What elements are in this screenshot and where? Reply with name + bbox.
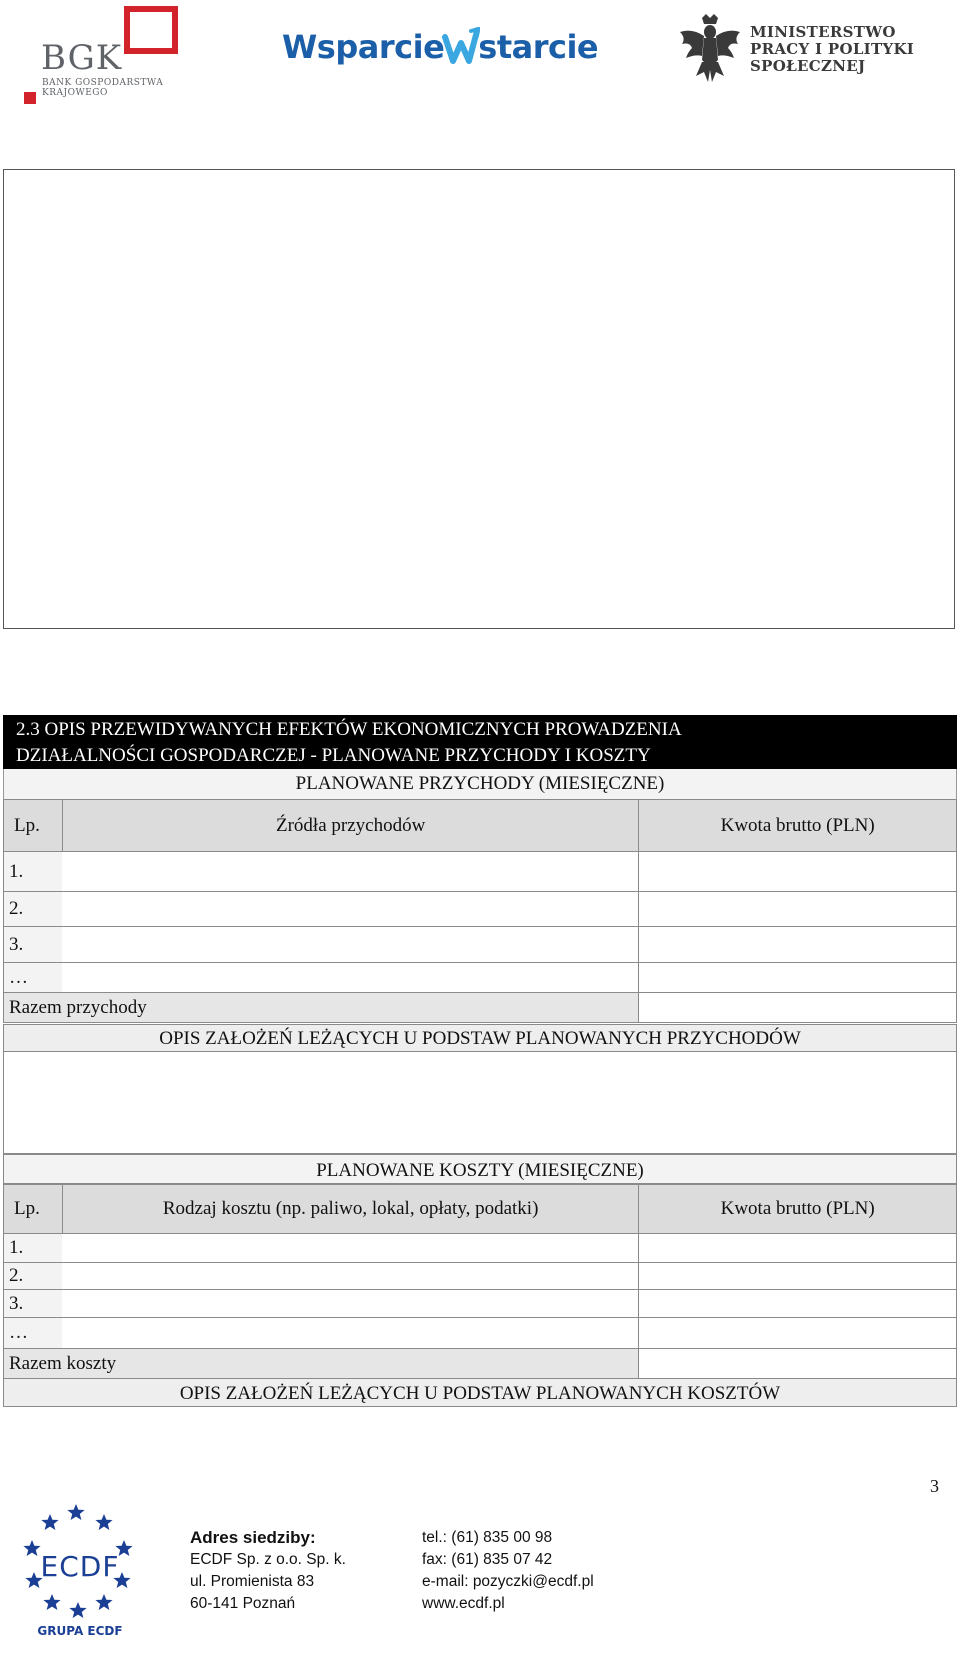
cost-table xyxy=(3,1184,957,1379)
revenue-description-box[interactable] xyxy=(3,1052,957,1154)
contact-email[interactable]: e-mail: pozyczki@ecdf.pl xyxy=(422,1573,594,1590)
cost-total-label: Razem koszty xyxy=(4,1349,639,1379)
table-row xyxy=(4,927,957,963)
ministry-line: MINISTERSTWO xyxy=(750,23,896,41)
wws-w-arrow-icon xyxy=(442,27,480,67)
contact-website[interactable]: www.ecdf.pl xyxy=(422,1595,505,1612)
cost-amount-cell[interactable] xyxy=(639,1318,957,1349)
cost-total-row xyxy=(4,1349,957,1379)
revenue-total-amount-cell[interactable] xyxy=(639,993,957,1023)
revenue-description-caption: OPIS ZAŁOŻEŃ LEŻĄCYCH U PODSTAW PLANOWANYCH PRZYCHODÓW xyxy=(3,1024,957,1052)
cost-header-row xyxy=(4,1185,957,1234)
table-row xyxy=(4,963,957,993)
cost-row-number: 1. xyxy=(4,1234,63,1263)
cost-header-amount: Kwota brutto (PLN) xyxy=(639,1185,957,1234)
bgk-logo-subtitle xyxy=(42,78,192,98)
bgk-logo-name: BGK xyxy=(41,38,123,78)
revenue-total-label: Razem przychody xyxy=(4,993,639,1023)
cost-type-cell[interactable] xyxy=(62,1318,638,1349)
wws-logo-right: starcie xyxy=(478,28,599,66)
revenue-row-number: … xyxy=(4,963,63,993)
revenue-amount-cell[interactable] xyxy=(639,892,957,927)
cost-amount-cell[interactable] xyxy=(639,1290,957,1318)
revenue-amount-cell[interactable] xyxy=(639,963,957,993)
ecdf-logo-name: ECDF xyxy=(40,1550,120,1583)
table-row xyxy=(4,852,957,892)
revenue-table xyxy=(3,799,957,1023)
cost-table-caption: PLANOWANE KOSZTY (MIESIĘCZNE) xyxy=(3,1154,957,1184)
revenue-amount-cell[interactable] xyxy=(639,852,957,892)
revenue-source-cell[interactable] xyxy=(62,927,638,963)
ministry-line: SPOŁECZNEJ xyxy=(750,57,866,75)
table-row xyxy=(4,1290,957,1318)
address-line: ECDF Sp. z o.o. Sp. k. xyxy=(190,1551,346,1568)
ministry-line: PRACY I POLITYKI xyxy=(750,40,915,58)
revenue-row-number: 1. xyxy=(4,852,63,892)
cost-type-cell[interactable] xyxy=(62,1234,638,1263)
revenue-row-number: 3. xyxy=(4,927,63,963)
revenue-amount-cell[interactable] xyxy=(639,927,957,963)
bgk-logo-square xyxy=(124,6,188,62)
revenue-table-caption: PLANOWANE PRZYCHODY (MIESIĘCZNE) xyxy=(3,769,957,799)
section-title-line: DZIAŁALNOŚCI GOSPODARCZEJ - PLANOWANE PRZYCHODY I KOSZTY xyxy=(16,745,651,766)
polish-eagle-icon xyxy=(678,14,742,84)
footer-contact xyxy=(422,1527,594,1615)
bgk-logo xyxy=(24,6,174,106)
ministry-logo-text xyxy=(750,24,940,75)
address-line: 60-141 Poznań xyxy=(190,1595,296,1612)
bgk-logo-subtitle-line: KRAJOWEGO xyxy=(42,88,108,98)
ecdf-logo xyxy=(20,1500,140,1640)
table-row xyxy=(4,1318,957,1349)
ecdf-logo-group: GRUPA ECDF xyxy=(37,1624,123,1638)
page-number: 3 xyxy=(930,1476,939,1496)
table-row xyxy=(4,1263,957,1290)
revenue-source-cell[interactable] xyxy=(62,892,638,927)
address-line: ul. Promienista 83 xyxy=(190,1573,315,1590)
address-title: Adres siedziby: xyxy=(190,1528,316,1547)
footer-address xyxy=(190,1527,346,1615)
contact-phone: tel.: (61) 835 00 98 xyxy=(422,1529,553,1546)
section-title-2-3 xyxy=(3,715,957,769)
section-title-line: 2.3 OPIS PRZEWIDYWANYCH EFEKTÓW EKONOMICZNYCH PROWADZENIA xyxy=(16,719,682,740)
revenue-total-row xyxy=(4,993,957,1023)
cost-description-caption: OPIS ZAŁOŻEŃ LEŻĄCYCH U PODSTAW PLANOWANYCH KOSZTÓW xyxy=(3,1378,957,1407)
cost-row-number: 2. xyxy=(4,1263,63,1290)
revenue-source-cell[interactable] xyxy=(62,963,638,993)
cost-type-cell[interactable] xyxy=(62,1263,638,1290)
contact-fax: fax: (61) 835 07 42 xyxy=(422,1551,553,1568)
revenue-source-cell[interactable] xyxy=(62,852,638,892)
revenue-header-amount: Kwota brutto (PLN) xyxy=(639,800,957,852)
revenue-header-source: Źródła przychodów xyxy=(62,800,638,852)
bgk-logo-mark xyxy=(24,92,36,104)
cost-total-amount-cell[interactable] xyxy=(639,1349,957,1379)
bgk-logo-subtitle-line: BANK GOSPODARSTWA xyxy=(42,78,164,88)
revenue-header-row xyxy=(4,800,957,852)
cost-type-cell[interactable] xyxy=(62,1290,638,1318)
cost-row-number: 3. xyxy=(4,1290,63,1318)
table-row xyxy=(4,892,957,927)
cost-header-type: Rodzaj kosztu (np. paliwo, lokal, opłaty, podatki) xyxy=(62,1185,638,1234)
blank-answer-box[interactable] xyxy=(3,169,955,629)
wws-logo-left: Wsparcie xyxy=(282,28,445,66)
cost-amount-cell[interactable] xyxy=(639,1234,957,1263)
cost-header-lp: Lp. xyxy=(4,1185,63,1234)
revenue-header-lp: Lp. xyxy=(4,800,63,852)
revenue-row-number: 2. xyxy=(4,892,63,927)
cost-amount-cell[interactable] xyxy=(639,1263,957,1290)
table-row xyxy=(4,1234,957,1263)
cost-row-number: … xyxy=(4,1318,63,1349)
wsparcie-w-starcie-logo xyxy=(282,26,599,72)
